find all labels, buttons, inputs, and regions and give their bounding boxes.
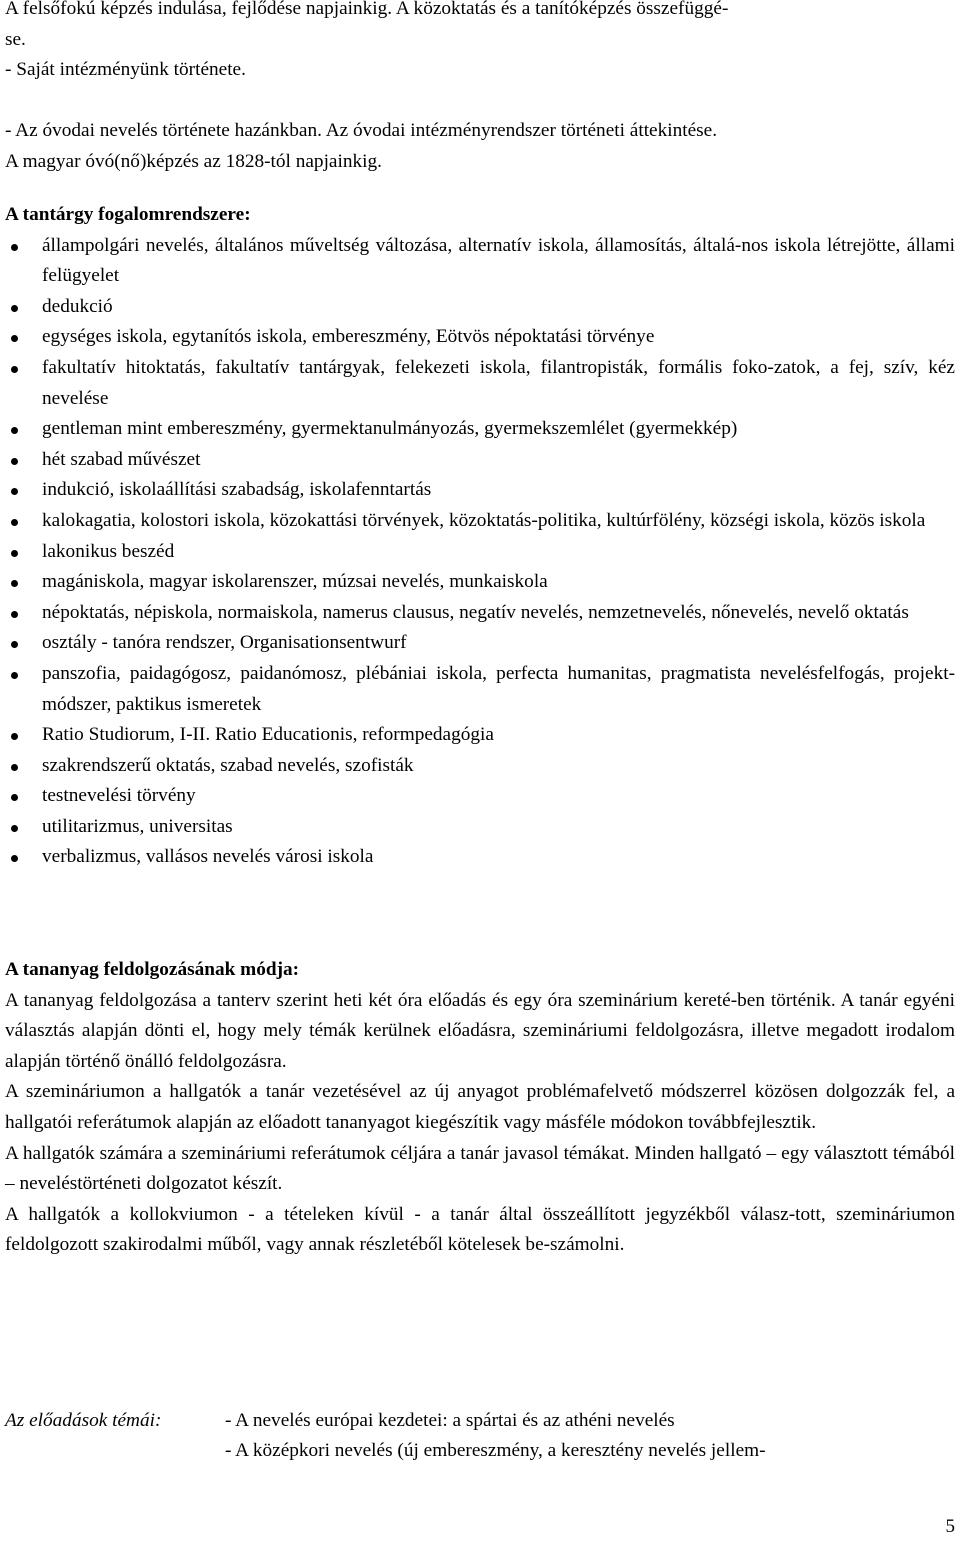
bullet-icon [11,733,18,740]
list-item [5,537,955,568]
bullet-icon [11,335,18,342]
intro-line: - Az óvodai nevelés története hazánkban. Az óvodai intézményrendszer történeti áttekintése. [5,120,718,142]
list-item [5,322,955,353]
bullet-icon [11,488,18,495]
concepts-heading: A tantárgy fogalomrendszere: [5,204,251,225]
bullet-icon [11,855,18,862]
list-item-text: hét szabad művészet [42,448,201,470]
bullet-icon [11,550,18,557]
list-item-text: egységes iskola, egytanítós iskola, embereszmény, Eötvös népoktatási törvénye [42,326,655,348]
list-item [5,598,955,629]
bullet-icon [11,366,18,373]
list-item [5,445,955,476]
bullet-icon [11,825,18,832]
method-paragraph: A hallgatók a kollokviumon - a tételeken kívül - a tanár által összeállított jegyzékből válasz-tott, szemináriumon feldolgozott szakirodalmi műből, vagy annak részletéből kötelesek be-számolni. [5,1203,955,1256]
intro-section [5,0,955,178]
list-item-text: népoktatás, népiskola, normaiskola, namerus clausus, negatív nevelés, nemzetnevelés, nőnevelés, nevelő oktatás [42,601,909,623]
list-item-text: fakultatív hitoktatás, fakultatív tantárgyak, felekezeti iskola, filantropisták, formális foko-zatok, a fej, szív, kéz nevelése [42,356,955,409]
list-item-text: verbalizmus, vallásos nevelés városi iskola [42,846,374,868]
list-item [5,751,955,782]
list-item-text: utilitarizmus, universitas [42,815,233,837]
bullet-icon [11,427,18,434]
intro-line [5,86,955,117]
method-paragraph: A szemináriumon a hallgatók a tanár vezetésével az új anyagot problémafelvető módszerrel közösen dolgozzák fel, a hallgatói referátumok alapján az előadott tananyagot kiegészítik vagy másféle módokon továbbfejlesztik. [5,1081,955,1133]
bullet-icon [11,244,18,251]
list-item [5,812,955,843]
lectures-label: Az előadások témái: [5,1410,162,1431]
bullet-icon [11,764,18,771]
bullet-icon [11,611,18,618]
concepts-section [5,200,955,873]
page-number: 5 [945,1516,955,1537]
intro-line: se. [5,28,26,50]
list-item-text: szakrendszerű oktatás, szabad nevelés, szofisták [42,754,414,776]
list-item [5,567,955,598]
intro-line: - Saját intézményünk története. [5,59,246,81]
list-item [5,781,955,812]
bullet-icon [11,641,18,648]
method-heading: A tananyag feldolgozásának módja: [5,959,300,980]
lecture-item: - A nevelés európai kezdetei: a spártai és az athéni nevelés [225,1410,675,1431]
list-item-text: Ratio Studiorum, I-II. Ratio Educationis, reformpedagógia [42,724,494,746]
list-item-text: kalokagatia, kolostori iskola, közokattási törvények, közoktatás-politika, kultúrfölény, községi iskola, közös iskola [42,509,926,531]
list-item [5,292,955,323]
list-item [5,842,955,873]
list-item-text: testnevelési törvény [42,785,196,807]
list-item-text: állampolgári nevelés, általános műveltség változása, alternatív iskola, államosítás, általá-nos iskola létrejötte, állami felügyelet [42,234,955,287]
list-item [5,720,955,751]
list-item-text: panszofia, paidagógosz, paidanómosz, plébániai iskola, perfecta humanitas, pragmatista nevelésfelfogás, projekt-módszer, paktikus ismeretek [42,662,955,715]
list-item-text: lakonikus beszéd [42,540,175,562]
method-paragraph: A tananyag feldolgozása a tanterv szerint heti két óra előadás és egy óra szeminárium kereté-ben történik. A tanár egyéni választás alapján dönti el, hogy mely témák kerülnek előadásra, szemináriumi feldolgozásra, illetve megadott irodalom alapján történő önálló feldolgozásra. [5,989,955,1072]
list-item [5,506,955,537]
list-item-text: osztály - tanóra rendszer, Organisationsentwurf [42,632,407,654]
lectures-section [5,1406,955,1466]
list-item [5,475,955,506]
list-item [5,231,955,292]
intro-line: A felsőfokú képzés indulása, fejlődése napjainkig. A közoktatás és a tanítóképzés összefüggé- [5,0,729,19]
bullet-icon [11,672,18,679]
bullet-icon [11,305,18,312]
intro-line: A magyar óvó(nő)képzés az 1828-tól napjainkig. [5,150,382,172]
list-item [5,659,955,720]
bullet-icon [11,794,18,801]
list-item [5,414,955,445]
list-item-text: indukció, iskolaállítási szabadság, iskolafenntartás [42,479,432,501]
method-paragraph: A hallgatók számára a szemináriumi referátumok céljára a tanár javasol témákat. Minden hallgató – egy választott témából – neveléstörténeti dolgozatot készít. [5,1142,955,1195]
bullet-icon [11,580,18,587]
method-section [5,955,955,1261]
list-item-text: gentleman mint embereszmény, gyermektanulmányozás, gyermekszemlélet (gyermekkép) [42,418,738,440]
list-item [5,628,955,659]
bullet-icon [11,519,18,526]
list-item-text: magániskola, magyar iskolarenszer, múzsai nevelés, munkaiskola [42,571,548,593]
concepts-list [5,231,955,873]
bullet-icon [11,458,18,465]
list-item [5,353,955,414]
list-item-text: dedukció [42,295,113,317]
lecture-item: - A középkori nevelés (új embereszmény, a keresztény nevelés jellem- [225,1440,766,1461]
